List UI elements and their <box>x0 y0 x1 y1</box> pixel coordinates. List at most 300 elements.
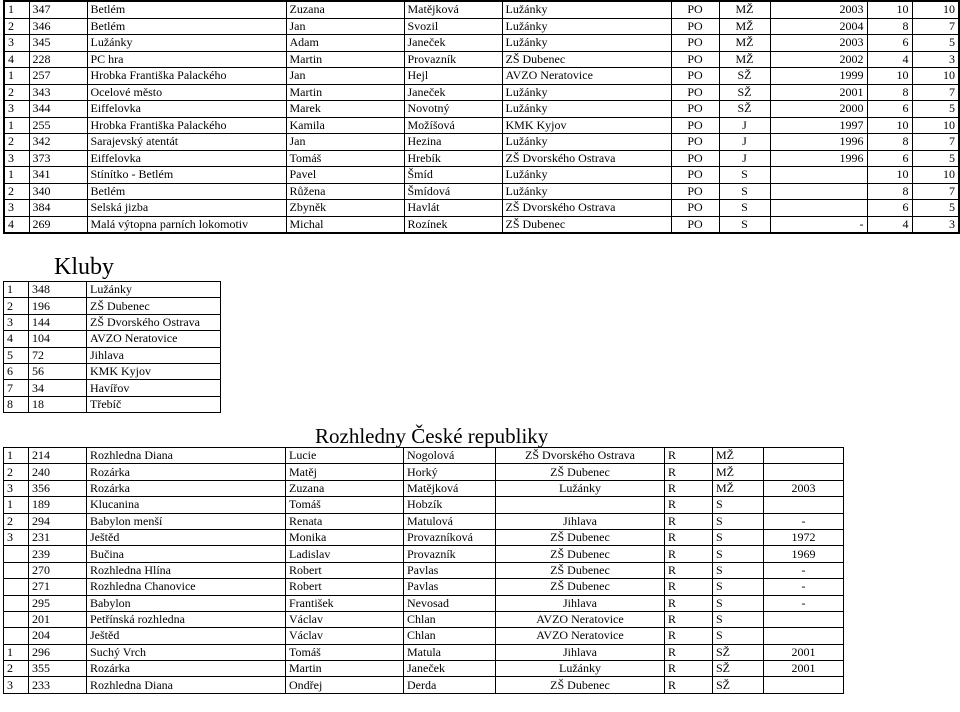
club-row-cell: ZŠ Dubenec <box>87 298 221 314</box>
tower-row-cell <box>764 448 844 464</box>
tower-row-cell: Tomáš <box>286 497 404 513</box>
results-row-cell: Šmíd <box>404 167 502 184</box>
tower-row-cell: Nevosad <box>404 595 496 611</box>
results-row-cell: 7 <box>912 183 959 200</box>
tower-row-cell: S <box>713 546 764 562</box>
results-row-cell: Lužánky <box>87 35 286 52</box>
results-row-cell: 4 <box>4 216 29 233</box>
results-row-cell: PO <box>671 68 719 85</box>
tower-row-cell: Hobzík <box>404 497 496 513</box>
tower-row-cell: Rozhledna Diana <box>87 677 286 693</box>
results-row-cell: 10 <box>912 167 959 184</box>
tower-row-cell: R <box>665 628 713 644</box>
results-row-cell: 8 <box>867 134 912 151</box>
tower-row-cell <box>496 497 665 513</box>
results-row-cell: 6 <box>867 200 912 217</box>
results-row-cell: Sarajevský atentát <box>87 134 286 151</box>
tower-row-cell: Jihlava <box>496 513 665 529</box>
results-row-cell: MŽ <box>719 1 770 18</box>
tower-row-cell: 295 <box>29 595 87 611</box>
club-row-cell: 144 <box>29 314 87 330</box>
tower-row-cell: Suchý Vrch <box>87 644 286 660</box>
club-row-cell: ZŠ Dvorského Ostrava <box>87 314 221 330</box>
results-row-cell: 10 <box>912 1 959 18</box>
results-row-cell: PC hra <box>87 51 286 68</box>
club-row-cell: 104 <box>29 331 87 347</box>
results-row-cell: Kamila <box>286 117 404 134</box>
tower-row-cell: Tomáš <box>286 644 404 660</box>
results-row-cell: 8 <box>867 183 912 200</box>
club-row-cell: 34 <box>29 380 87 396</box>
tower-row-cell: Rozhledna Diana <box>87 448 286 464</box>
tower-row-cell: MŽ <box>713 464 764 480</box>
tower-row-cell: Monika <box>286 529 404 545</box>
tower-row-cell: Lucie <box>286 448 404 464</box>
tower-row-cell: ZŠ Dubenec <box>496 464 665 480</box>
tower-row-cell: 3 <box>4 480 29 496</box>
results-row-cell: Rozínek <box>404 216 502 233</box>
results-row-cell: Jan <box>286 18 404 35</box>
tower-row-cell: Václav <box>286 611 404 627</box>
tower-row-cell: Babylon <box>87 595 286 611</box>
tower-row-cell <box>4 546 29 562</box>
results-row-cell: Tomáš <box>286 150 404 167</box>
tower-row-cell <box>4 628 29 644</box>
tower-row <box>4 579 844 595</box>
results-row-cell: 2 <box>4 134 29 151</box>
results-row-cell: ZŠ Dubenec <box>502 216 671 233</box>
tower-row-cell: 1 <box>4 497 29 513</box>
tower-row-cell: Martin <box>286 661 404 677</box>
results-row-cell: Adam <box>286 35 404 52</box>
results-row-cell: 1 <box>4 68 29 85</box>
results-row-cell: 10 <box>867 167 912 184</box>
tower-row-cell: SŽ <box>713 661 764 677</box>
results-row <box>4 101 959 118</box>
results-row-cell: Ocelové město <box>87 84 286 101</box>
tower-row-cell: SŽ <box>713 677 764 693</box>
tower-row-cell: Babylon menší <box>87 513 286 529</box>
tower-row-cell: Provazník <box>404 546 496 562</box>
results-row <box>4 150 959 167</box>
results-row-cell: S <box>719 216 770 233</box>
tower-row-cell: Zuzana <box>286 480 404 496</box>
results-row-cell: Lužánky <box>502 167 671 184</box>
tower-row-cell: 1972 <box>764 529 844 545</box>
results-row <box>4 216 959 233</box>
results-row-cell: 384 <box>29 200 87 217</box>
results-row-cell: Martin <box>286 51 404 68</box>
tower-row-cell <box>764 464 844 480</box>
tower-row-cell: R <box>665 595 713 611</box>
tower-row-cell: ZŠ Dubenec <box>496 562 665 578</box>
results-row-cell: PO <box>671 150 719 167</box>
results-row-cell: 4 <box>867 216 912 233</box>
tower-row-cell: Matula <box>404 644 496 660</box>
results-row-cell: 344 <box>29 101 87 118</box>
club-row-cell: AVZO Neratovice <box>87 331 221 347</box>
results-row-cell: Provazník <box>404 51 502 68</box>
results-row-cell <box>770 200 867 217</box>
tower-row-cell: Rozhledna Chanovice <box>87 579 286 595</box>
tower-row-cell: Ještěd <box>87 529 286 545</box>
results-row-cell: Hezina <box>404 134 502 151</box>
tower-row-cell: 1 <box>4 644 29 660</box>
tower-row-cell: AVZO Neratovice <box>496 628 665 644</box>
results-row-cell: MŽ <box>719 35 770 52</box>
results-row-cell: ZŠ Dvorského Ostrava <box>502 150 671 167</box>
tower-row-cell: 1 <box>4 448 29 464</box>
results-row-cell: 340 <box>29 183 87 200</box>
tower-row-cell: R <box>665 497 713 513</box>
tower-row <box>4 464 844 480</box>
clubs-title: Kluby <box>54 254 114 280</box>
tower-row-cell: 3 <box>4 677 29 693</box>
tower-row-cell: Horký <box>404 464 496 480</box>
results-row-cell: 5 <box>912 35 959 52</box>
tower-row-cell: R <box>665 661 713 677</box>
results-row-cell: MŽ <box>719 51 770 68</box>
tower-row <box>4 546 844 562</box>
results-row-cell: ZŠ Dvorského Ostrava <box>502 200 671 217</box>
tower-row-cell: 2001 <box>764 661 844 677</box>
results-row-cell: Hrebík <box>404 150 502 167</box>
results-row-cell: Lužánky <box>502 134 671 151</box>
tower-row-cell: 233 <box>29 677 87 693</box>
club-row-cell: Jihlava <box>87 347 221 363</box>
results-row-cell: 3 <box>4 101 29 118</box>
tower-row-cell: Václav <box>286 628 404 644</box>
results-row-cell: PO <box>671 51 719 68</box>
results-row-cell: Martin <box>286 84 404 101</box>
results-row-cell: 2001 <box>770 84 867 101</box>
tower-row <box>4 611 844 627</box>
tower-row-cell: Pavlas <box>404 579 496 595</box>
results-row-cell: 346 <box>29 18 87 35</box>
tower-row-cell: Klucanina <box>87 497 286 513</box>
results-row-cell: Hejl <box>404 68 502 85</box>
tower-row-cell: R <box>665 644 713 660</box>
club-row-cell: Havířov <box>87 380 221 396</box>
results-row-cell: 6 <box>867 35 912 52</box>
results-row <box>4 1 959 18</box>
tower-row-cell: ZŠ Dubenec <box>496 579 665 595</box>
tower-row-cell: Jihlava <box>496 595 665 611</box>
tower-row-cell: ZŠ Dubenec <box>496 677 665 693</box>
results-row-cell: PO <box>671 216 719 233</box>
tower-row-cell: Chlan <box>404 628 496 644</box>
results-row-cell: Lužánky <box>502 1 671 18</box>
results-row-cell: Novotný <box>404 101 502 118</box>
results-row-cell: 1 <box>4 117 29 134</box>
results-row-cell: 1 <box>4 167 29 184</box>
tower-row-cell: 204 <box>29 628 87 644</box>
club-row-cell: 72 <box>29 347 87 363</box>
results-row-cell: 8 <box>867 84 912 101</box>
tower-row-cell: S <box>713 513 764 529</box>
results-row-cell: Eiffelovka <box>87 150 286 167</box>
tower-row-cell: Ladislav <box>286 546 404 562</box>
results-row-cell: 4 <box>867 51 912 68</box>
club-row-cell: 348 <box>29 282 87 298</box>
results-row-cell: S <box>719 200 770 217</box>
tower-row-cell: S <box>713 611 764 627</box>
results-row-cell: Možíšová <box>404 117 502 134</box>
tower-row-cell: R <box>665 562 713 578</box>
results-row-cell: 7 <box>912 18 959 35</box>
tower-row-cell: 189 <box>29 497 87 513</box>
results-row-cell: PO <box>671 101 719 118</box>
results-row-cell: 7 <box>912 84 959 101</box>
tower-row-cell: Matějková <box>404 480 496 496</box>
results-row-cell: 341 <box>29 167 87 184</box>
tower-row-cell: S <box>713 529 764 545</box>
tower-row-cell: Rozárka <box>87 464 286 480</box>
results-row-cell: 10 <box>912 68 959 85</box>
tower-row-cell: ZŠ Dubenec <box>496 529 665 545</box>
tower-row-cell: 239 <box>29 546 87 562</box>
results-row-cell: 2003 <box>770 35 867 52</box>
results-row <box>4 167 959 184</box>
results-row-cell: Pavel <box>286 167 404 184</box>
tower-row-cell: 214 <box>29 448 87 464</box>
club-row <box>4 347 221 363</box>
results-row <box>4 183 959 200</box>
results-row-cell: 3 <box>4 150 29 167</box>
results-row-cell: Lužánky <box>502 101 671 118</box>
tower-row-cell: Bučina <box>87 546 286 562</box>
tower-row <box>4 628 844 644</box>
tower-row-cell: R <box>665 448 713 464</box>
results-row-cell: Hrobka Františka Palackého <box>87 117 286 134</box>
tower-row-cell: Jihlava <box>496 644 665 660</box>
tower-row-cell: S <box>713 562 764 578</box>
tower-row-cell: SŽ <box>713 644 764 660</box>
tower-row-cell <box>4 611 29 627</box>
results-row-cell: 2004 <box>770 18 867 35</box>
tower-row-cell: 356 <box>29 480 87 496</box>
results-row-cell: Betlém <box>87 1 286 18</box>
results-row-cell: PO <box>671 35 719 52</box>
tower-row-cell: Petřínská rozhledna <box>87 611 286 627</box>
tower-row-cell: R <box>665 480 713 496</box>
tower-row-cell <box>764 611 844 627</box>
tower-row-cell: 1969 <box>764 546 844 562</box>
club-row-cell: 7 <box>4 380 29 396</box>
results-row-cell: 1999 <box>770 68 867 85</box>
results-row-cell: 345 <box>29 35 87 52</box>
clubs-table <box>3 281 221 413</box>
results-row-cell: Svozil <box>404 18 502 35</box>
tower-row-cell: František <box>286 595 404 611</box>
tower-row-cell: Lužánky <box>496 661 665 677</box>
results-row-cell: - <box>770 216 867 233</box>
results-row-cell: Lužánky <box>502 183 671 200</box>
club-row-cell: 5 <box>4 347 29 363</box>
results-row-cell: 2 <box>4 183 29 200</box>
tower-row-cell: 2 <box>4 661 29 677</box>
results-row-cell: Selská jizba <box>87 200 286 217</box>
club-row-cell: Třebíč <box>87 396 221 412</box>
results-row-cell: PO <box>671 18 719 35</box>
tower-row-cell: R <box>665 464 713 480</box>
club-row <box>4 298 221 314</box>
tower-row <box>4 595 844 611</box>
tower-row-cell: 270 <box>29 562 87 578</box>
tower-row <box>4 513 844 529</box>
results-row-cell: 10 <box>867 117 912 134</box>
results-row-cell: 373 <box>29 150 87 167</box>
club-row <box>4 396 221 412</box>
results-row-cell: 347 <box>29 1 87 18</box>
results-row-cell: J <box>719 134 770 151</box>
tower-row-cell: 271 <box>29 579 87 595</box>
towers-title: Rozhledny České republiky <box>315 424 549 448</box>
tower-row <box>4 661 844 677</box>
tower-row-cell <box>764 628 844 644</box>
tower-row-cell: Derda <box>404 677 496 693</box>
results-row-cell: Havlát <box>404 200 502 217</box>
tower-row-cell: R <box>665 579 713 595</box>
results-row-cell: 5 <box>912 200 959 217</box>
results-row-cell <box>770 167 867 184</box>
towers-table <box>3 447 844 694</box>
tower-row-cell: - <box>764 513 844 529</box>
tower-row-cell: 2 <box>4 513 29 529</box>
club-row-cell: 6 <box>4 363 29 379</box>
results-row-cell: PO <box>671 134 719 151</box>
results-row-cell: 2003 <box>770 1 867 18</box>
results-row-cell: Jan <box>286 134 404 151</box>
club-row-cell: 3 <box>4 314 29 330</box>
tower-row-cell: 240 <box>29 464 87 480</box>
club-row-cell: 2 <box>4 298 29 314</box>
results-row-cell: Michal <box>286 216 404 233</box>
results-row-cell: PO <box>671 84 719 101</box>
club-row-cell: Lužánky <box>87 282 221 298</box>
tower-row-cell: MŽ <box>713 480 764 496</box>
results-row <box>4 117 959 134</box>
results-row-cell: Šmídová <box>404 183 502 200</box>
tower-row-cell: Rozhledna Hlína <box>87 562 286 578</box>
tower-row-cell <box>764 497 844 513</box>
results-row <box>4 84 959 101</box>
tower-row-cell: S <box>713 497 764 513</box>
tower-row-cell: Robert <box>286 579 404 595</box>
club-row-cell: 18 <box>29 396 87 412</box>
results-row <box>4 68 959 85</box>
results-row-cell: J <box>719 117 770 134</box>
tower-row-cell: 3 <box>4 529 29 545</box>
results-row-cell: 3 <box>912 216 959 233</box>
tower-row-cell: R <box>665 677 713 693</box>
results-row-cell: 343 <box>29 84 87 101</box>
results-row-cell: 5 <box>912 101 959 118</box>
club-row-cell: KMK Kyjov <box>87 363 221 379</box>
tower-row-cell: S <box>713 579 764 595</box>
tower-row-cell: Janeček <box>404 661 496 677</box>
tower-row <box>4 497 844 513</box>
results-row-cell: 2 <box>4 18 29 35</box>
results-row-cell: 1997 <box>770 117 867 134</box>
results-row-cell: Janeček <box>404 35 502 52</box>
results-row-cell: ZŠ Dubenec <box>502 51 671 68</box>
results-row-cell: 10 <box>867 68 912 85</box>
results-row-cell: Hrobka Františka Palackého <box>87 68 286 85</box>
results-row-cell: 8 <box>867 18 912 35</box>
results-table <box>3 0 960 234</box>
results-row-cell <box>770 183 867 200</box>
results-row-cell: S <box>719 167 770 184</box>
tower-row-cell: 296 <box>29 644 87 660</box>
club-row-cell: 1 <box>4 282 29 298</box>
club-row <box>4 363 221 379</box>
results-row-cell: 2 <box>4 84 29 101</box>
results-row-cell: Marek <box>286 101 404 118</box>
results-row <box>4 200 959 217</box>
tower-row-cell: ZŠ Dvorského Ostrava <box>496 448 665 464</box>
results-row-cell: 1996 <box>770 134 867 151</box>
tower-row-cell: - <box>764 562 844 578</box>
club-row <box>4 314 221 330</box>
results-row-cell: 257 <box>29 68 87 85</box>
results-row-cell: 3 <box>912 51 959 68</box>
results-row-cell: Betlém <box>87 18 286 35</box>
results-row-cell: 10 <box>912 117 959 134</box>
tower-row-cell: Lužánky <box>496 480 665 496</box>
results-row-cell: AVZO Neratovice <box>502 68 671 85</box>
results-row-cell: 269 <box>29 216 87 233</box>
results-row-cell: SŽ <box>719 101 770 118</box>
results-row-cell: Lužánky <box>502 35 671 52</box>
tower-row-cell: - <box>764 579 844 595</box>
club-row <box>4 282 221 298</box>
results-row-cell: 7 <box>912 134 959 151</box>
results-row-cell: Jan <box>286 68 404 85</box>
tower-row-cell: R <box>665 546 713 562</box>
tower-row-cell: 2003 <box>764 480 844 496</box>
tower-row <box>4 562 844 578</box>
results-row-cell: Matějková <box>404 1 502 18</box>
tower-row-cell: Ondřej <box>286 677 404 693</box>
results-row-cell: Lužánky <box>502 18 671 35</box>
results-row-cell: 342 <box>29 134 87 151</box>
results-row-cell: SŽ <box>719 84 770 101</box>
results-row-cell: Zbyněk <box>286 200 404 217</box>
results-row-cell: 4 <box>4 51 29 68</box>
tower-row-cell: MŽ <box>713 448 764 464</box>
tower-row-cell: R <box>665 611 713 627</box>
tower-row-cell: 294 <box>29 513 87 529</box>
results-row-cell: PO <box>671 167 719 184</box>
results-row-cell: Janeček <box>404 84 502 101</box>
results-row <box>4 134 959 151</box>
tower-row-cell: Ještěd <box>87 628 286 644</box>
results-row-cell: KMK Kyjov <box>502 117 671 134</box>
results-row-cell: Zuzana <box>286 1 404 18</box>
results-row-cell: PO <box>671 183 719 200</box>
tower-row-cell: 231 <box>29 529 87 545</box>
results-row-cell: PO <box>671 200 719 217</box>
results-row-cell: J <box>719 150 770 167</box>
results-row-cell: PO <box>671 1 719 18</box>
tower-row-cell: R <box>665 513 713 529</box>
results-row-cell: 5 <box>912 150 959 167</box>
club-row <box>4 380 221 396</box>
club-row-cell: 8 <box>4 396 29 412</box>
tower-row-cell <box>764 677 844 693</box>
tower-row-cell: Pavlas <box>404 562 496 578</box>
